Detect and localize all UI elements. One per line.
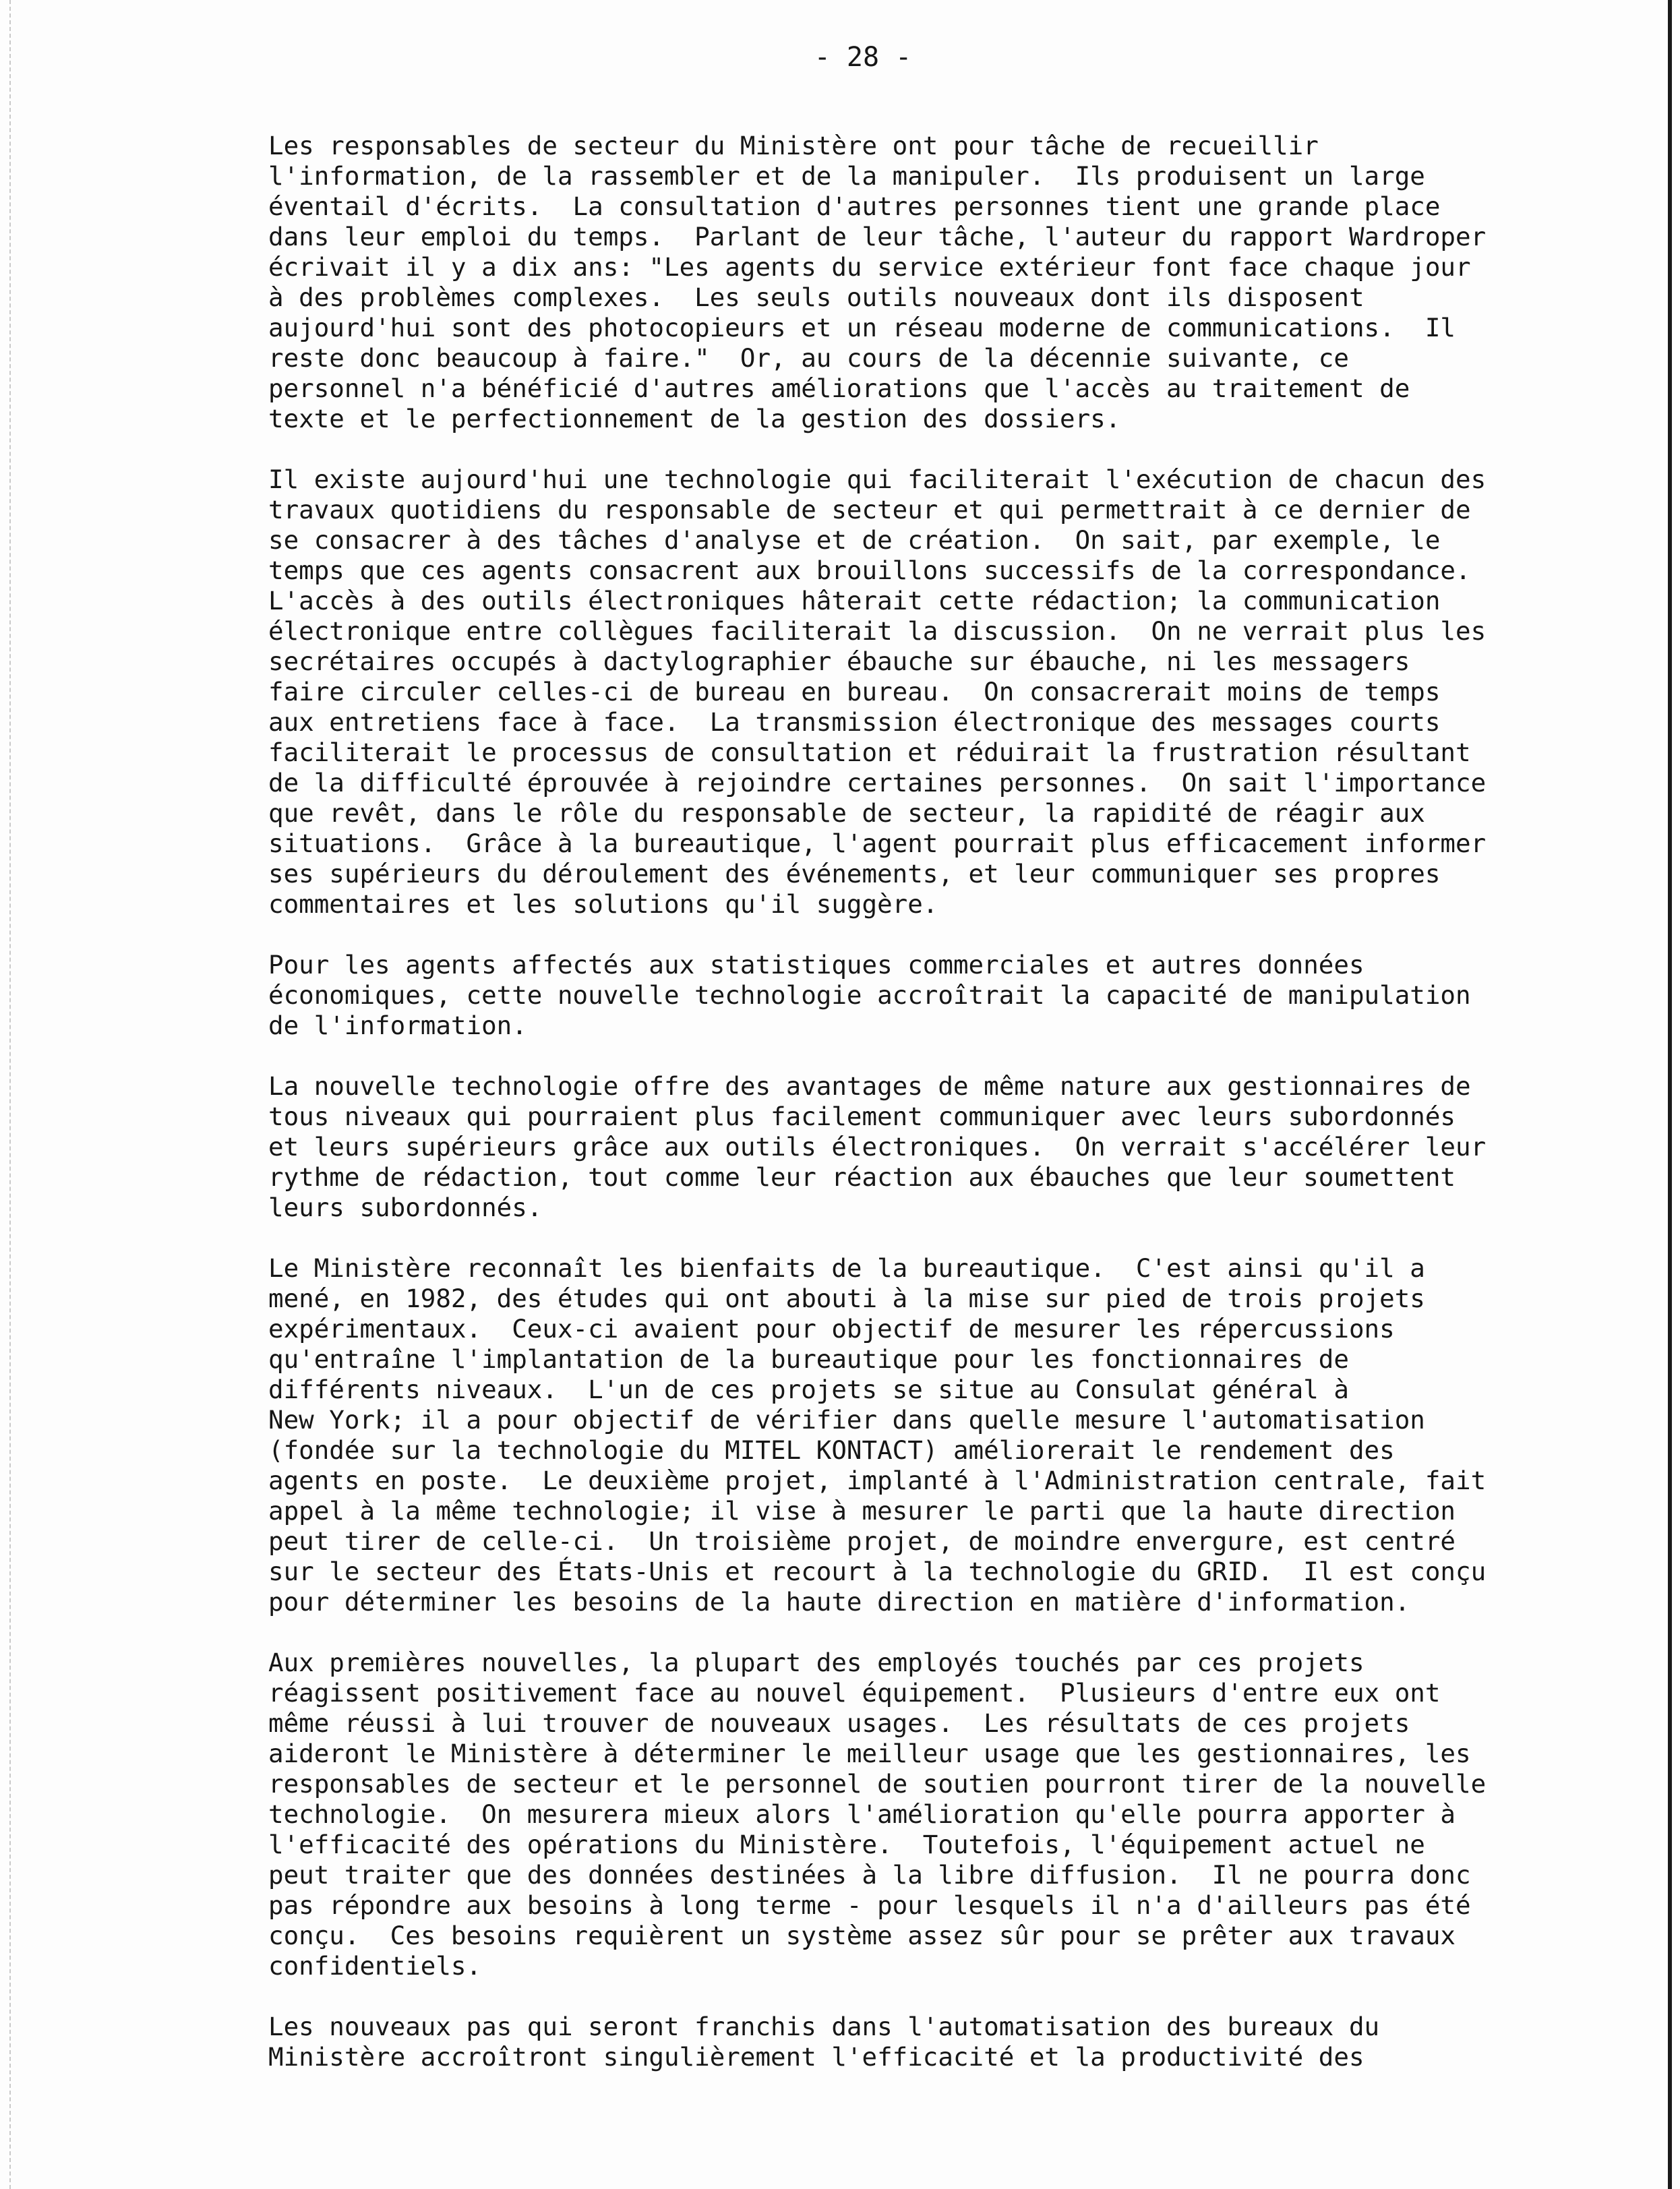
paragraph-managers: La nouvelle technologie offre des avantages de même nature aux gestionnaires de tous niveaux qui pourraient plus facilement communiquer avec leurs subordonnés et leurs supérieurs grâce aux outils électroniques. On verrait s'accélérer leur rythme de rédaction, tout comme leur réaction aux ébauches que leur soumettent leurs subordonnés. (268, 1071, 1487, 1222)
body-text (268, 131, 1563, 2072)
paragraph-technology-benefits: Il existe aujourd'hui une technologie qui faciliterait l'exécution de chacun des travaux quotidiens du responsable de secteur et qui permettrait à ce dernier de se consacrer à des tâches d'analyse et de création. On sait, par exemple, le temps que ces agents consacrent aux brouillons successifs de la correspondance. L'accès à des outils électroniques hâterait cette rédaction; la communication électronique entre collègues faciliterait la discussion. On ne verrait plus les secrétaires occupés à dactylographier ébauche sur ébauche, ni les messagers faire circuler celles-ci de bureau en bureau. On consacrerait moins de temps aux entretiens face à face. La transmission électronique des messages courts faciliterait le processus de consultation et réduirait la frustration résultant de la difficulté éprouvée à rejoindre certaines personnes. On sait l'importance que revêt, dans le rôle du responsable de secteur, la rapidité de réagir aux situations. Grâce à la bureautique, l'agent pourrait plus efficacement informer ses supérieurs du déroulement des événements, et leur communiquer ses propres commentaires et les solutions qu'il suggère. (268, 464, 1487, 919)
paragraph-statistics-agents: Pour les agents affectés aux statistiques commerciales et autres données économiques, cette nouvelle technologie accroîtrait la capacité de manipulation de l'information. (268, 950, 1471, 1040)
paragraph-pilot-projects: Le Ministère reconnaît les bienfaits de la bureautique. C'est ainsi qu'il a mené, en 1982, des études qui ont abouti à la mise sur pied de trois projets expérimentaux. Ceux-ci avaient pour objectif de mesurer les répercussions qu'entraîne l'implantation de la bureautique pour les fonctionnaires de différents niveaux. L'un de ces projets se situe au Consulat général à New York; il a pour objectif de vérifier dans quelle mesure l'automatisation (fondée sur la technologie du MITEL KONTACT) améliorerait le rendement des agents en poste. Le deuxième projet, implanté à l'Administration centrale, fait appel à la même technologie; il vise à mesurer le parti que la haute direction peut tirer de celle-ci. Un troisième projet, de moindre envergure, est centré sur le secteur des États-Unis et recourt à la technologie du GRID. Il est conçu pour déterminer les besoins de la haute direction en matière d'information. (268, 1253, 1487, 1617)
paragraph-sector-officers: Les responsables de secteur du Ministère ont pour tâche de recueillir l'information, de la rassembler et de la manipuler. Ils produisent un large éventail d'écrits. La consultation d'autres personnes tient une grande place dans leur emploi du temps. Parlant de leur tâche, l'auteur du rapport Wardroper écrivait il y a dix ans: "Les agents du service extérieur font face chaque jour à des problèmes complexes. Les seuls outils nouveaux dont ils disposent aujourd'hui sont des photocopieurs et un réseau moderne de communications. Il reste donc beaucoup à faire." Or, au cours de la décennie suivante, ce personnel n'a bénéficié d'autres améliorations que l'accès au traitement de texte et le perfectionnement de la gestion des dossiers. (268, 131, 1487, 433)
page-number: - 28 - (814, 42, 912, 73)
scan-left-edge (0, 0, 11, 2189)
paragraph-first-results: Aux premières nouvelles, la plupart des employés touchés par ces projets réagissent positivement face au nouvel équipement. Plusieurs d'entre eux ont même réussi à lui trouver de nouveaux usages. Les résultats de ces projets aideront le Ministère à déterminer le meilleur usage que les gestionnaires, les responsables de secteur et le personnel de soutien pourront tirer de la nouvelle technologie. On mesurera mieux alors l'amélioration qu'elle pourra apporter à l'efficacité des opérations du Ministère. Toutefois, l'équipement actuel ne peut traiter que des données destinées à la libre diffusion. Il ne pourra donc pas répondre aux besoins à long terme - pour lesquels il n'a d'ailleurs pas été conçu. Ces besoins requièrent un système assez sûr pour se prêter aux travaux confidentiels. (268, 1648, 1487, 1981)
paragraph-next-steps: Les nouveaux pas qui seront franchis dans l'automatisation des bureaux du Ministère accroîtront singulièrement l'efficacité et la productivité des (268, 2012, 1380, 2072)
scan-right-edge (1668, 0, 1672, 2189)
